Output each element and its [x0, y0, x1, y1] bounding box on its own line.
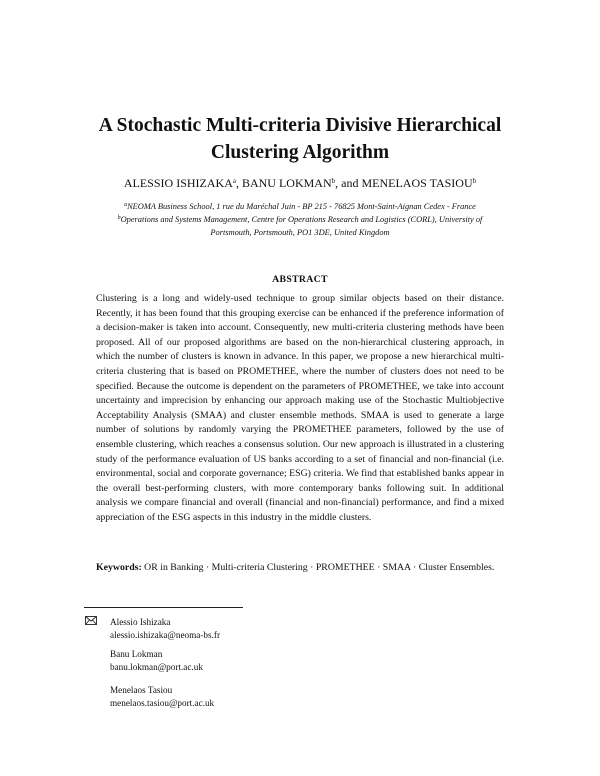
- author-affiliation-mark: a: [232, 177, 236, 185]
- author-list: [0, 176, 600, 190]
- affiliation-b-text-line-1: Operations and Systems Management, Centre for Operations Research and Logistics (CORL), University of: [120, 215, 483, 224]
- affiliations: [84, 200, 516, 239]
- contact-email[interactable]: banu.lokman@port.ac.uk: [110, 662, 203, 672]
- keywords-label: Keywords:: [96, 562, 142, 573]
- affiliation-b: [84, 213, 516, 226]
- title-line-1: A Stochastic Multi-criteria Divisive Hierarchical: [98, 115, 502, 136]
- title-line-2: Clustering Algorithm: [210, 142, 390, 163]
- contact-email[interactable]: alessio.ishizaka@neoma-bs.fr: [110, 630, 220, 640]
- contact-entry: [110, 648, 410, 674]
- contact-email[interactable]: menelaos.tasiou@port.ac.uk: [110, 698, 215, 708]
- author-separator: , and: [335, 176, 362, 190]
- contact-entry: [110, 684, 410, 710]
- affiliation-b-text-line-2: Portsmouth, Portsmouth, PO1 3DE, United Kingdom: [210, 228, 390, 237]
- footnote-divider: [84, 607, 243, 608]
- abstract-body: Clustering is a long and widely-used technique to group similar objects based on their distance. Recently, it has been found that this grouping exercise can be enhanced if the preference information of a decision-maker is taken into account. Consequently, new multi-criteria clustering methods have been proposed. All of our proposed algorithms are based on the non-hierarchical clustering approach, in which the number of clusters is known in advance. In this paper, we propose a new hierarchical multi-criteria clustering that is based on PROMETHEE, where the number of clusters does not need to be specified. Because the outcome is dependent on the parameters of PROMETHEE, we take into account uncertainty and imprecision by enhancing our approach making use of the Stochastic Multiobjective Acceptability Analysis (SMAA) and cluster ensemble methods. SMAA is used to generate a large number of solutions by randomly varying the PROMETHEE parameters, followed by the use of ensemble clustering, which reaches a consensus solution. Our new approach is illustrated in a clustering study of the performance evaluation of US banks according to a set of financial and non-financial (i.e. environmental, social and corporate governance; ESG) criteria. We find that established banks appear in the overall best-performing clusters, with more contemporary banks following suit. In additional analysis we compare financial and overall (financial and non-financial) performance, and find a mixed appreciation of the ESG aspects in this industry in the middle clusters.: [96, 293, 504, 523]
- author-affiliation-mark: b: [331, 177, 336, 185]
- contact-name: Menelaos Tasiou: [110, 685, 173, 695]
- affiliation-b-mark: b: [117, 215, 121, 221]
- keywords-text: OR in Banking · Multi-criteria Clustering · PROMETHEE · SMAA · Cluster Ensembles.: [144, 562, 495, 573]
- author-name: BANU LOKMAN: [241, 176, 332, 190]
- affiliation-a-mark: a: [124, 202, 128, 208]
- contact-entry: [110, 616, 410, 642]
- contact-name: Banu Lokman: [110, 649, 163, 659]
- keywords: [96, 561, 504, 576]
- author-name: MENELAOS TASIOU: [361, 176, 473, 190]
- paper-title: [60, 112, 540, 166]
- author-name: ALESSIO ISHIZAKA: [123, 176, 233, 190]
- abstract-heading: ABSTRACT: [272, 274, 328, 285]
- affiliation-a-text: NEOMA Business School, 1 rue du Maréchal Juin - BP 215 - 76825 Mont-Saint-Aignan Cedex - France: [127, 202, 476, 211]
- affiliation-a: [84, 200, 516, 213]
- envelope-icon: [85, 616, 97, 625]
- contact-name: Alessio Ishizaka: [110, 617, 171, 627]
- author-separator: ,: [235, 176, 242, 190]
- author-affiliation-mark: b: [472, 177, 477, 185]
